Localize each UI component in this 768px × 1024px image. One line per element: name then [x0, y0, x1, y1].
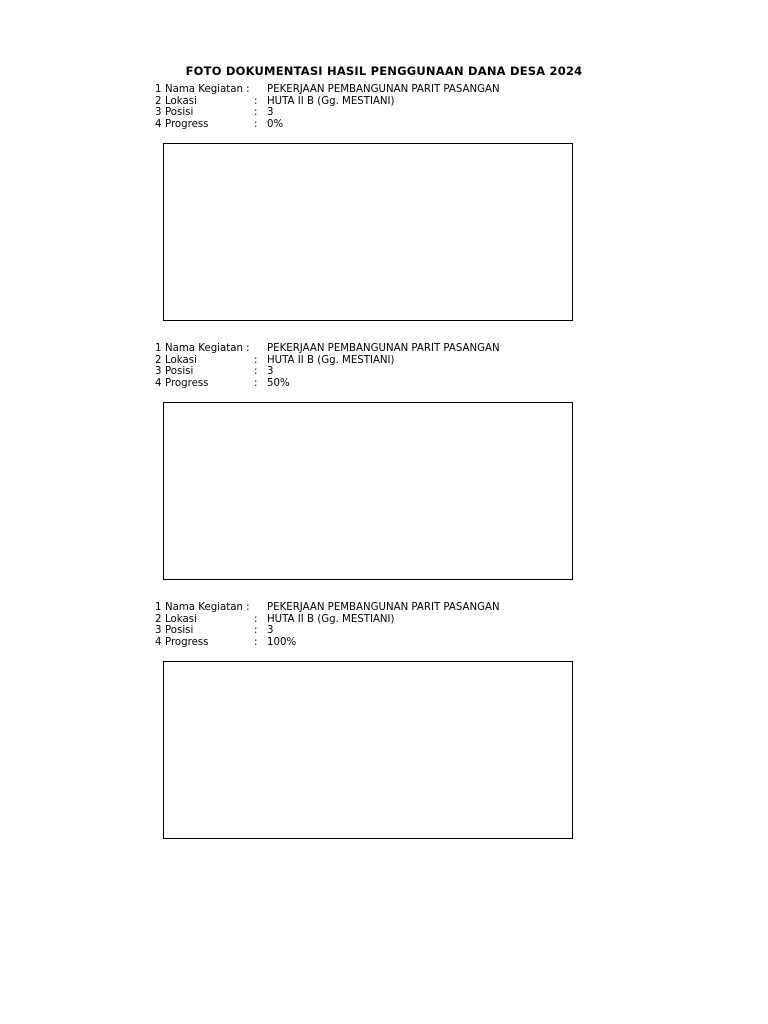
info-row-activity-name: [155, 343, 585, 355]
photo-placeholder-box: [163, 143, 573, 321]
row-number: 3: [155, 107, 162, 119]
info-row-location: [155, 614, 585, 626]
row-number: 3: [155, 366, 162, 378]
location-value: HUTA II B (Gg. MESTIANI): [267, 354, 395, 366]
row-colon: :: [254, 366, 258, 378]
position-label: Posisi: [165, 625, 194, 637]
position-value: 3: [267, 625, 274, 637]
row-colon: :: [254, 354, 258, 366]
info-row-progress: [155, 637, 585, 649]
document-title: FOTO DOKUMENTASI HASIL PENGGUNAAN DANA DESA 2024: [185, 64, 583, 78]
info-row-position: [155, 107, 585, 119]
activity-name-label: Nama Kegiatan :: [165, 343, 250, 354]
info-row-progress: [155, 378, 585, 390]
progress-label: Progress: [165, 119, 209, 131]
position-label: Posisi: [165, 366, 194, 378]
location-value: HUTA II B (Gg. MESTIANI): [267, 95, 395, 107]
row-number: 4: [155, 378, 162, 390]
row-number: 1: [155, 343, 162, 354]
progress-label: Progress: [165, 637, 209, 649]
row-colon: :: [254, 119, 258, 131]
row-colon: :: [254, 613, 258, 625]
row-colon: :: [254, 95, 258, 107]
row-number: 2: [155, 613, 162, 625]
row-number: 4: [155, 119, 162, 131]
info-row-location: [155, 355, 585, 367]
position-value: 3: [267, 366, 274, 378]
location-label: Lokasi: [165, 95, 197, 107]
progress-label: Progress: [165, 378, 209, 390]
progress-value: 50%: [267, 378, 290, 390]
info-row-activity-name: [155, 602, 585, 614]
position-label: Posisi: [165, 107, 194, 119]
info-row-position: [155, 625, 585, 637]
activity-name-value: PEKERJAAN PEMBANGUNAN PARIT PASANGAN: [267, 602, 500, 613]
documentation-section-3: [155, 602, 585, 649]
row-number: 2: [155, 95, 162, 107]
activity-name-value: PEKERJAAN PEMBANGUNAN PARIT PASANGAN: [267, 84, 500, 95]
row-number: 1: [155, 602, 162, 613]
info-row-progress: [155, 119, 585, 131]
progress-value: 0%: [267, 119, 284, 131]
photo-placeholder-box: [163, 402, 573, 580]
info-row-position: [155, 366, 585, 378]
location-label: Lokasi: [165, 354, 197, 366]
photo-placeholder-box: [163, 661, 573, 839]
row-colon: :: [254, 637, 258, 649]
progress-value: 100%: [267, 637, 297, 649]
row-colon: :: [254, 107, 258, 119]
row-number: 2: [155, 354, 162, 366]
location-value: HUTA II B (Gg. MESTIANI): [267, 613, 395, 625]
info-row-location: [155, 96, 585, 108]
activity-name-value: PEKERJAAN PEMBANGUNAN PARIT PASANGAN: [267, 343, 500, 354]
activity-name-label: Nama Kegiatan :: [165, 602, 250, 613]
location-label: Lokasi: [165, 613, 197, 625]
info-row-activity-name: [155, 84, 585, 96]
row-colon: :: [254, 378, 258, 390]
row-number: 4: [155, 637, 162, 649]
position-value: 3: [267, 107, 274, 119]
activity-name-label: Nama Kegiatan :: [165, 84, 250, 95]
documentation-section-1: [155, 84, 585, 131]
documentation-section-2: [155, 343, 585, 390]
row-colon: :: [254, 625, 258, 637]
row-number: 3: [155, 625, 162, 637]
row-number: 1: [155, 84, 162, 95]
